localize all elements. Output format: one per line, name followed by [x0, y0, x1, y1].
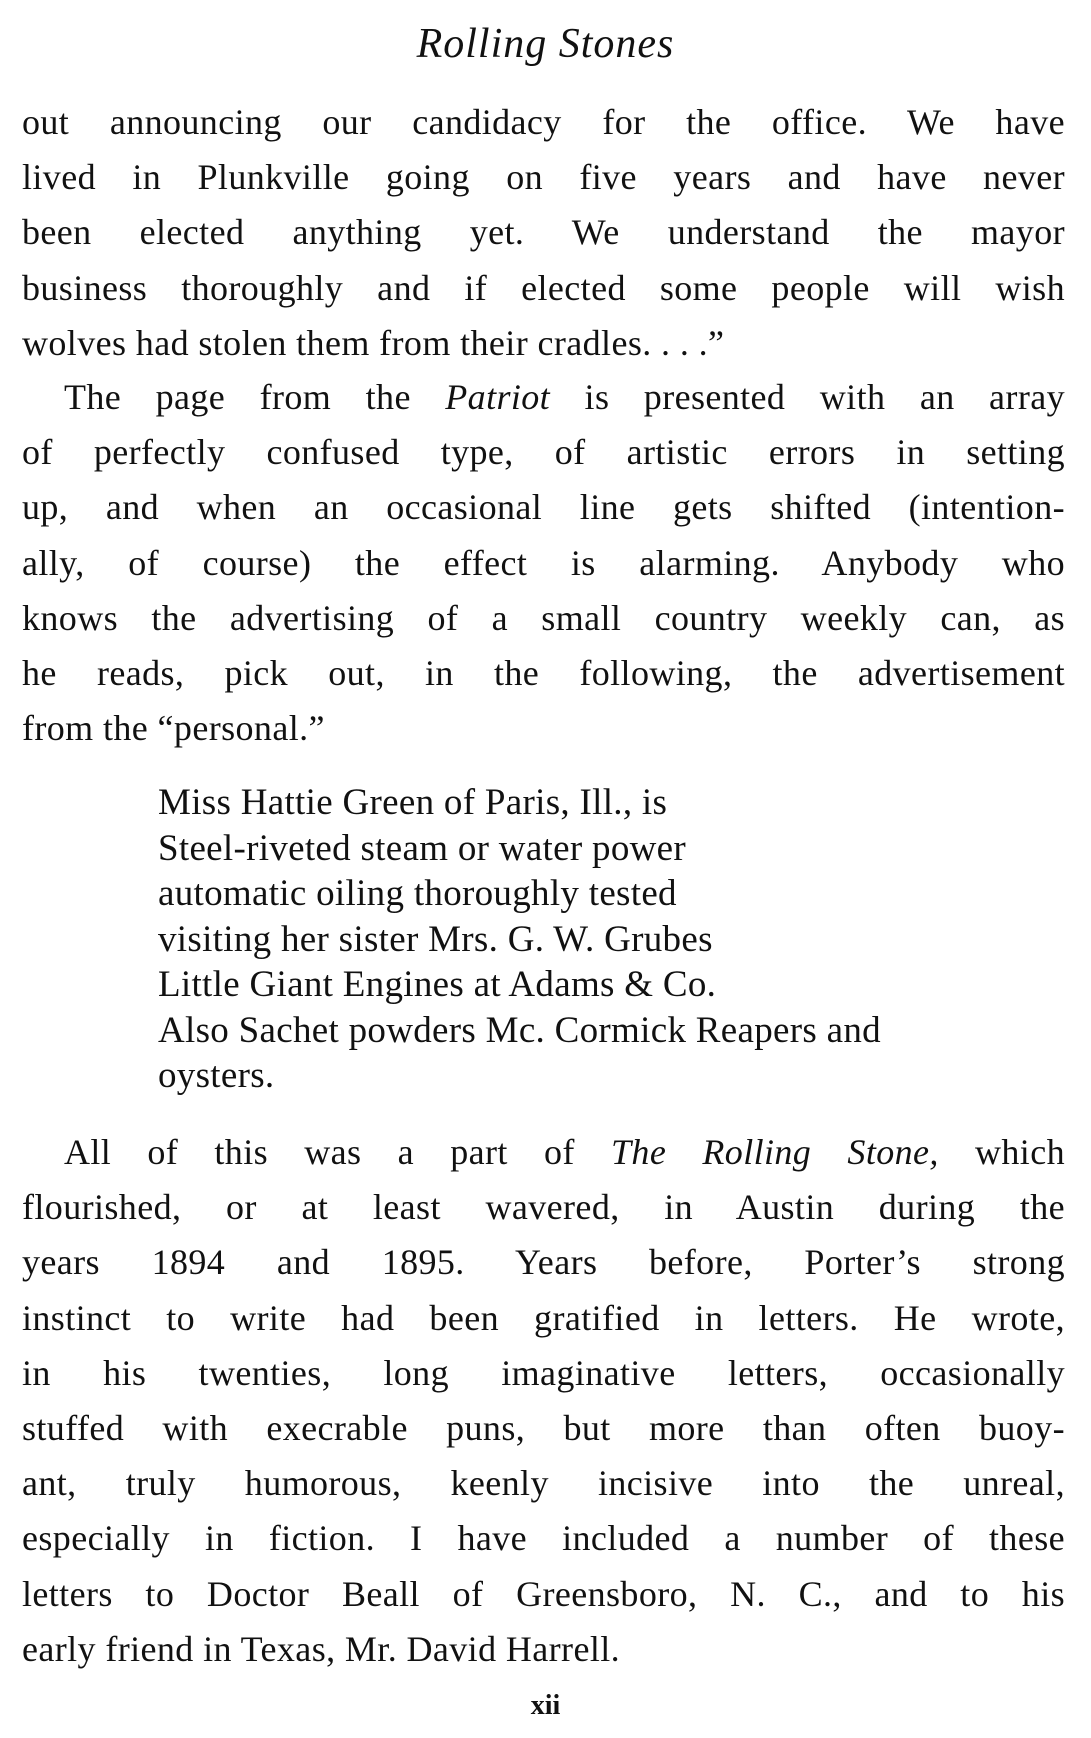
text-line: of perfectly confused type, of artistic errors in setting: [22, 432, 1065, 473]
text-line: in his twenties, long imaginative letters, occasionally: [22, 1352, 1065, 1393]
text-line: ant, truly humorous, keenly incisive into the unreal,: [22, 1463, 1065, 1504]
ad-line: Also Sachet powders Mc. Cormick Reapers and: [158, 1009, 881, 1051]
ad-line: automatic oiling thoroughly tested: [158, 873, 677, 914]
paragraph-continuation: [22, 95, 1065, 371]
text-run: is presented with an array: [550, 377, 1065, 417]
advertisement-block: [158, 780, 1058, 1099]
text-run: The page from the: [64, 377, 446, 417]
text-run: which: [938, 1132, 1065, 1172]
text-line: out announcing our candidacy for the office. We have: [22, 102, 1065, 142]
ad-line: visiting her sister Mrs. G. W. Grubes: [158, 918, 713, 960]
ad-line: Little Giant Engines at Adams & Co.: [158, 964, 717, 1005]
text-line: been elected anything yet. We understand the mayor: [22, 212, 1065, 253]
text-line: he reads, pick out, in the following, the advertisement: [22, 653, 1065, 694]
ad-line: Steel-riveted steam or water power: [158, 827, 686, 869]
text-line: wolves had stolen them from their cradles. . . .”: [22, 322, 725, 363]
paragraph-patriot: [22, 370, 1065, 756]
text-line: especially in fiction. I have included a number of these: [22, 1518, 1065, 1559]
italic-title: Patriot: [445, 377, 551, 417]
text-line: business thoroughly and if elected some people will wish: [22, 267, 1065, 308]
text-line: lived in Plunkville going on five years and have never: [22, 157, 1065, 198]
text-line: stuffed with execrable puns, but more than often buoy-: [22, 1408, 1065, 1449]
text-line: years 1894 and 1895. Years before, Porter’s strong: [22, 1242, 1065, 1283]
text-line: [22, 370, 1065, 425]
text-line: early friend in Texas, Mr. David Harrell.: [22, 1628, 621, 1669]
text-line: flourished, or at least wavered, in Austin during the: [22, 1187, 1065, 1228]
text-line: letters to Doctor Beall of Greensboro, N. C., and to his: [22, 1573, 1065, 1614]
running-title: Rolling Stones: [416, 21, 675, 67]
page-number: xii: [530, 1690, 561, 1721]
text-line: instinct to write had been gratified in letters. He wrote,: [22, 1297, 1065, 1338]
paragraph-rolling-stone: [22, 1125, 1065, 1677]
italic-title: The Rolling Stone,: [611, 1132, 939, 1172]
text-run: All of this was a part of: [64, 1132, 611, 1172]
text-line: from the “personal.”: [22, 708, 325, 749]
text-line: ally, of course) the effect is alarming. Anybody who: [22, 542, 1065, 583]
text-line: knows the advertising of a small country weekly can, as: [22, 597, 1065, 638]
text-line: up, and when an occasional line gets shifted (intention-: [22, 487, 1065, 528]
text-line: [22, 1125, 1065, 1180]
ad-line: oysters.: [158, 1055, 275, 1096]
ad-line: Miss Hattie Green of Paris, Ill., is: [158, 782, 668, 823]
